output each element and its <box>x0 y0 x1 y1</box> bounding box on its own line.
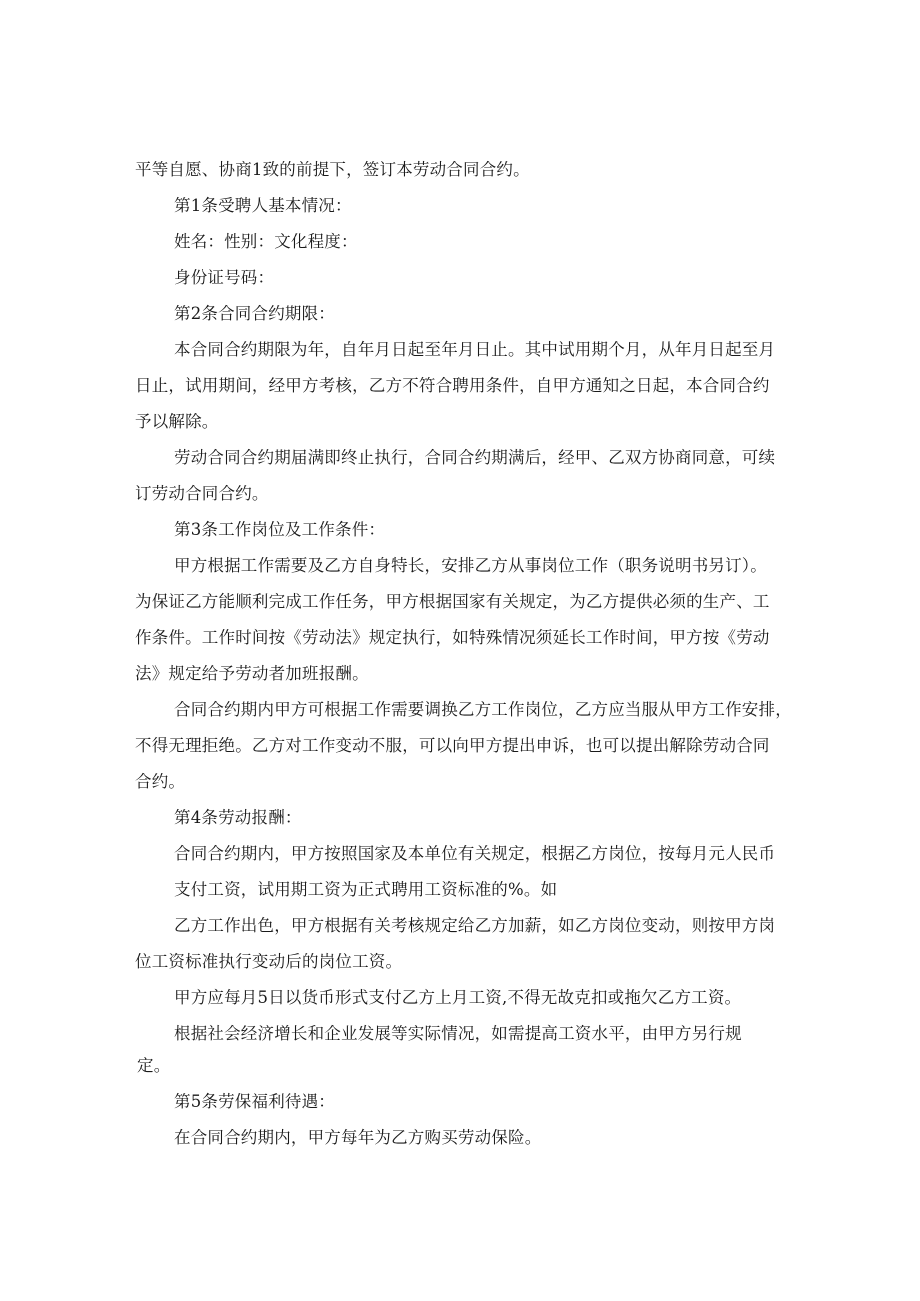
article-heading: 第1条受聘人基本情况： <box>174 196 352 215</box>
text-line: 日止，试用期间，经甲方考核，乙方不符合聘用条件，自甲方通知之日起，本合同合约 <box>135 376 770 395</box>
text-line: 订劳动合同合约。 <box>135 484 269 503</box>
text-line: 本合同合约期限为年，自年月日起至年月日止。其中试用期个月，从年月日起至月 <box>174 340 776 359</box>
text-line: 合同合约期内，甲方按照国家及本单位有关规定，根据乙方岗位，按每月元人民币 <box>174 844 776 863</box>
article-heading: 第3条工作岗位及工作条件： <box>174 520 386 539</box>
text-line: 位工资标准执行变动后的岗位工资。 <box>135 952 403 971</box>
text-line: 不得无理拒绝。乙方对工作变动不服，可以向甲方提出申诉，也可以提出解除劳动合同 <box>135 736 770 755</box>
text-line: 劳动合同合约期届满即终止执行，合同合约期满后，经甲、乙双方协商同意，可续 <box>174 448 776 467</box>
text-line: 甲方应每月5日以货币形式支付乙方上月工资,不得无故克扣或拖欠乙方工资。 <box>174 988 742 1007</box>
text-line: 予以解除。 <box>135 412 219 431</box>
text-line: 支付工资，试用期工资为正式聘用工资标准的%。如 <box>174 880 558 899</box>
text-line: 为保证乙方能顺利完成工作任务，甲方根据国家有关规定，为乙方提供必须的生产、工 <box>135 592 770 611</box>
text-line: 姓名：性别：文化程度： <box>174 232 358 251</box>
text-line: 根据社会经济增长和企业发展等实际情况，如需提高工资水平，由甲方另行规 <box>174 1024 742 1043</box>
article-heading: 第2条合同合约期限： <box>174 304 335 323</box>
text-line: 甲方根据工作需要及乙方自身特长，安排乙方从事岗位工作（职务说明书另订）。 <box>174 556 767 575</box>
text-line: 作条件。工作时间按《劳动法》规定执行，如特殊情况须延长工作时间，甲方按《劳动 <box>135 628 770 647</box>
article-heading: 第5条劳保福利待遇： <box>174 1092 335 1111</box>
text-line: 平等自愿、协商1致的前提下，签订本劳动合同合约。 <box>135 160 530 179</box>
text-line: 定。 <box>137 1056 171 1075</box>
text-line: 合同合约期内甲方可根据工作需要调换乙方工作岗位，乙方应当服从甲方工作安排， <box>174 700 792 719</box>
text-line: 在合同合约期内，甲方每年为乙方购买劳动保险。 <box>174 1128 542 1147</box>
article-heading: 第4条劳动报酬： <box>174 808 302 827</box>
text-line: 合约。 <box>135 772 186 791</box>
text-line: 法》规定给予劳动者加班报酬。 <box>135 664 369 683</box>
text-line: 身份证号码： <box>174 268 275 287</box>
text-line: 乙方工作出色，甲方根据有关考核规定给乙方加薪，如乙方岗位变动，则按甲方岗 <box>174 916 776 935</box>
